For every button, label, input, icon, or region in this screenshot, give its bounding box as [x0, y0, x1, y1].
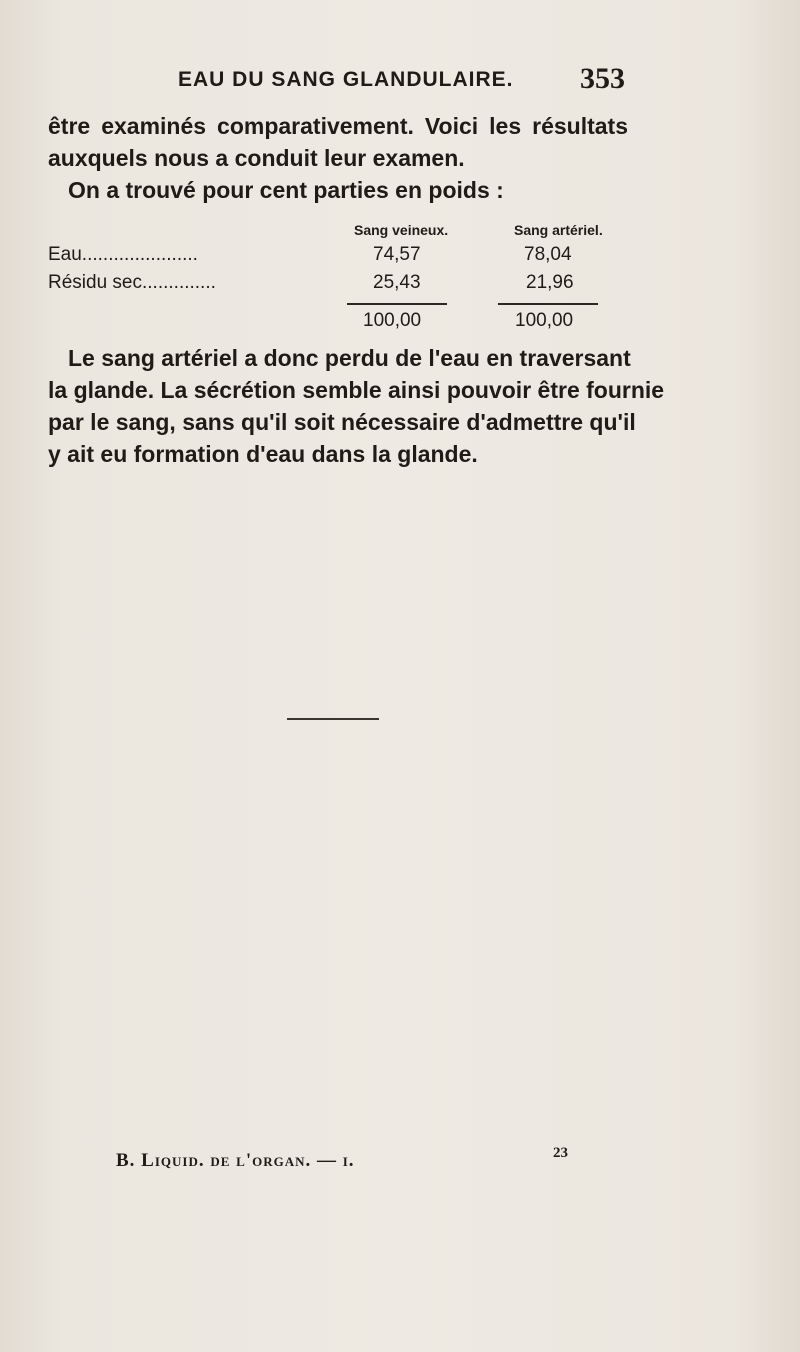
text-line: auxquels nous a conduit leur examen. [48, 145, 465, 171]
cell-residue-venous: 25,43 [373, 272, 421, 293]
column-header-venous: Sang veineux. [354, 222, 449, 238]
column-header-arterial: Sang artériel. [514, 222, 603, 238]
text-line: On a trouvé pour cent parties en poids : [68, 177, 504, 203]
signature-number: 23 [553, 1145, 568, 1161]
row-label-water: Eau...................... [48, 244, 198, 265]
text-line: par le sang, sans qu'il soit nécessaire d'admettre qu'il [48, 409, 636, 435]
text-line: Le sang artériel a donc perdu de l'eau en traversant [68, 345, 631, 371]
paragraph-intro [48, 110, 628, 206]
row-label-dry-residue: Résidu sec.............. [48, 272, 216, 293]
paragraph-conclusion [48, 342, 665, 470]
text-line: être examinés comparativement. Voici les résultats [48, 113, 628, 139]
running-head [0, 62, 800, 102]
sum-rule [347, 303, 447, 305]
text-line: y ait eu formation d'eau dans la glande. [48, 441, 478, 467]
total-venous: 100,00 [363, 310, 422, 331]
printer-signature: B. Liquid. de l'organ. — i. [116, 1150, 355, 1171]
sum-rule [498, 303, 598, 305]
section-end-rule [287, 718, 379, 720]
running-title: EAU DU SANG GLANDULAIRE. [178, 68, 514, 91]
composition-table [48, 222, 648, 332]
text-line: la glande. La sécrétion semble ainsi pouvoir être fournie [48, 377, 665, 403]
total-arterial: 100,00 [515, 310, 574, 331]
cell-water-arterial: 78,04 [524, 244, 572, 265]
page-number: 353 [580, 62, 625, 95]
cell-water-venous: 74,57 [373, 244, 421, 265]
cell-residue-arterial: 21,96 [526, 272, 574, 293]
